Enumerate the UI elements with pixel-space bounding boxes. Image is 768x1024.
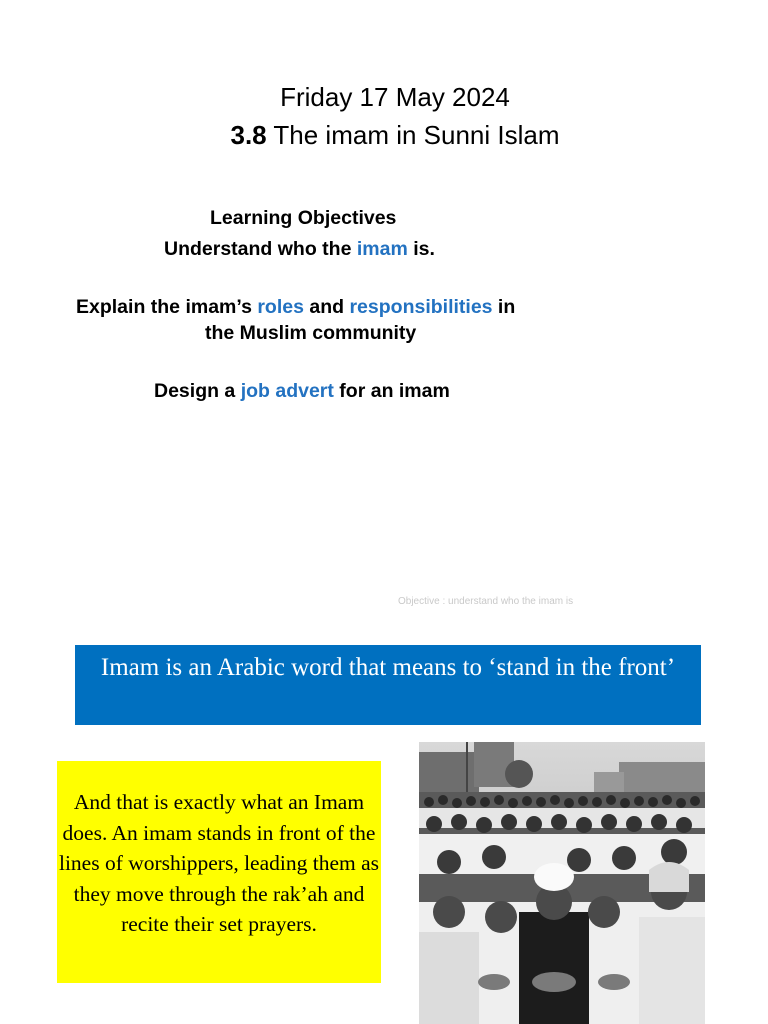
objective-1-post: is. bbox=[407, 238, 435, 260]
title-number: 3.8 bbox=[230, 120, 267, 150]
objective-1-pre: Understand who the bbox=[164, 238, 357, 260]
worshippers-photo bbox=[419, 742, 705, 1024]
objective-footer-note: Objective : understand who the imam is bbox=[398, 596, 574, 607]
objective-3-pre: Design a bbox=[154, 380, 241, 402]
objective-2-line-1 bbox=[76, 296, 515, 319]
objective-2-highlight-responsibilities: responsibilities bbox=[349, 296, 493, 318]
objective-2-line-2: the Muslim community bbox=[205, 322, 417, 344]
objective-3-highlight: job advert bbox=[240, 380, 334, 402]
title-text: The imam in Sunni Islam bbox=[266, 120, 560, 150]
objective-3-post: for an imam bbox=[333, 380, 450, 402]
definition-box: Imam is an Arabic word that means to ‘stand in the front’ bbox=[75, 645, 701, 725]
objective-1-highlight: imam bbox=[356, 238, 408, 260]
objective-3 bbox=[154, 380, 450, 403]
explanation-box: And that is exactly what an Imam does. An imam stands in front of the lines of worshippers, leading them as they move through the rak’ah and recite their set prayers. bbox=[57, 761, 381, 983]
worshippers-photo-image bbox=[419, 742, 705, 1024]
objective-1 bbox=[164, 238, 435, 261]
objective-2-pre: Explain the imam’s bbox=[76, 296, 258, 318]
objectives-heading: Learning Objectives bbox=[210, 207, 397, 229]
objective-2-post: in bbox=[492, 296, 516, 318]
objective-2-mid: and bbox=[303, 296, 350, 318]
slide-date: Friday 17 May 2024 bbox=[280, 82, 510, 112]
slide-2 bbox=[0, 512, 768, 1024]
slide-title bbox=[0, 120, 768, 151]
objective-2-highlight-roles: roles bbox=[257, 296, 304, 318]
